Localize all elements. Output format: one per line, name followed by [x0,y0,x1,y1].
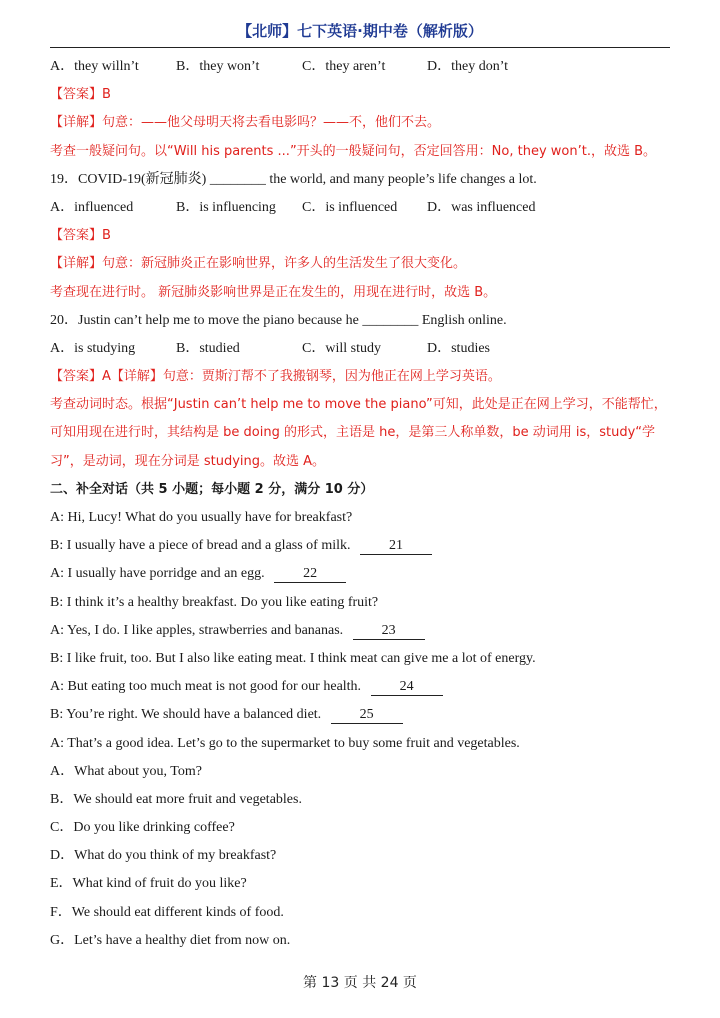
dialogue-line [50,617,675,645]
choice-f: F．We should eat different kinds of food. [50,904,284,920]
answer-blank-21: 21 [360,538,432,555]
q20-option-b: B．studied [176,340,240,356]
choice-b: B．We should eat more fruit and vegetables. [50,791,302,807]
q20-stem: 20．Justin can’t help me to move the piano because he ________ English online. [50,312,507,328]
q19-options [50,194,675,222]
page-number: 第 13 页 共 24 页 [303,975,417,991]
dialogue-text: A: I usually have porridge and an egg. [50,566,265,582]
q19-option-d: D．was influenced [427,199,536,215]
q19-option-c: C．is influenced [302,199,398,215]
page-header-title: 【北师】七下英语·期中卷（解析版） [237,22,483,40]
dialogue-line [50,673,675,701]
section-heading: 二、补全对话（共 5 小题；每小题 2 分，满分 10 分） [50,481,374,497]
page-content [50,53,675,955]
dialogue-line [50,645,675,673]
q20-option-d: D．studies [427,340,490,356]
dialogue-line [50,701,675,729]
dialogue-line [50,589,675,617]
q20-analysis-line-1: 考查动词时态。根据“Justin can’t help me to move the piano”可知，此处是正在网上学习，不能帮忙， [50,397,667,413]
answer-blank-22: 22 [274,566,346,583]
q19-analysis: 考查现在进行时。 新冠肺炎影响世界是正在发生的，用现在进行时，故选 B。 [50,284,497,300]
dialogue-line [50,730,675,758]
q18-option-c: C．they aren’t [302,59,386,74]
q20-options [50,335,675,363]
dialogue-text: A: Yes, I do. I like apples, strawberries and bananas. [50,622,344,638]
q19-answer: 【答案】B [50,228,111,244]
choice-g: G．Let’s have a healthy diet from now on. [50,932,291,948]
q20-analysis-line-3: 习”，是动词，现在分词是 studying。故选 A。 [50,453,326,469]
dialogue-text: B: I like fruit, too. But I also like eating meat. I think meat can give me a lot of energy. [50,650,536,666]
answer-blank-23: 23 [353,623,425,640]
q19-option-b: B．is influencing [176,199,276,215]
dialogue-text: B: I think it’s a healthy breakfast. Do you like eating fruit? [50,594,379,610]
answer-blank-24: 24 [371,679,443,696]
choice-d: D．What do you think of my breakfast? [50,848,277,864]
q20-analysis-line-2: 可知用现在进行时，其结构是 be doing 的形式，主语是 he，是第三人称单数，be 动词用 is，study“学 [50,425,656,441]
answer-blank-25: 25 [331,707,403,724]
dialogue-text: A: Hi, Lucy! What do you usually have for breakfast? [50,510,353,525]
header-divider [50,47,670,48]
q18-option-b: B．they won’t [176,59,260,74]
q19-detail: 【详解】句意：新冠肺炎正在影响世界，许多人的生活发生了很大变化。 [50,256,467,272]
choice-a: A．What about you, Tom? [50,763,202,779]
dialogue-line [50,532,675,560]
q19-stem: 19．COVID-19(新冠肺炎) ________ the world, and many people’s life changes a lot. [50,171,537,187]
q19-option-a: A．influenced [50,199,134,215]
dialogue-line [50,504,675,532]
q18-option-d: D．they don’t [427,59,509,74]
q18-options [50,53,675,81]
q18-option-a: A．they willn’t [50,59,139,74]
dialogue-text: B: I usually have a piece of bread and a glass of milk. [50,538,351,554]
q20-answer-detail: 【答案】A【详解】句意：贾斯汀帮不了我搬钢琴，因为他正在网上学习英语。 [50,369,501,385]
dialogue-line [50,560,675,588]
q18-answer: 【答案】B [50,87,111,103]
dialogue-text: B: You’re right. We should have a balanced diet. [50,707,322,723]
q18-analysis: 考查一般疑问句。以“Will his parents ...”开头的一般疑问句，否定回答用：No, they won’t.，故选 B。 [50,143,657,159]
choice-c: C．Do you like drinking coffee? [50,820,235,836]
q20-option-c: C．will study [302,340,381,356]
dialogue-text: A: But eating too much meat is not good for our health. [50,679,362,695]
q20-option-a: A．is studying [50,340,136,356]
q18-detail: 【详解】句意：——他父母明天将去看电影吗？——不，他们不去。 [50,115,441,131]
choice-e: E．What kind of fruit do you like? [50,876,247,892]
dialogue-text: A: That’s a good idea. Let’s go to the supermarket to buy some fruit and vegetables. [50,735,520,751]
